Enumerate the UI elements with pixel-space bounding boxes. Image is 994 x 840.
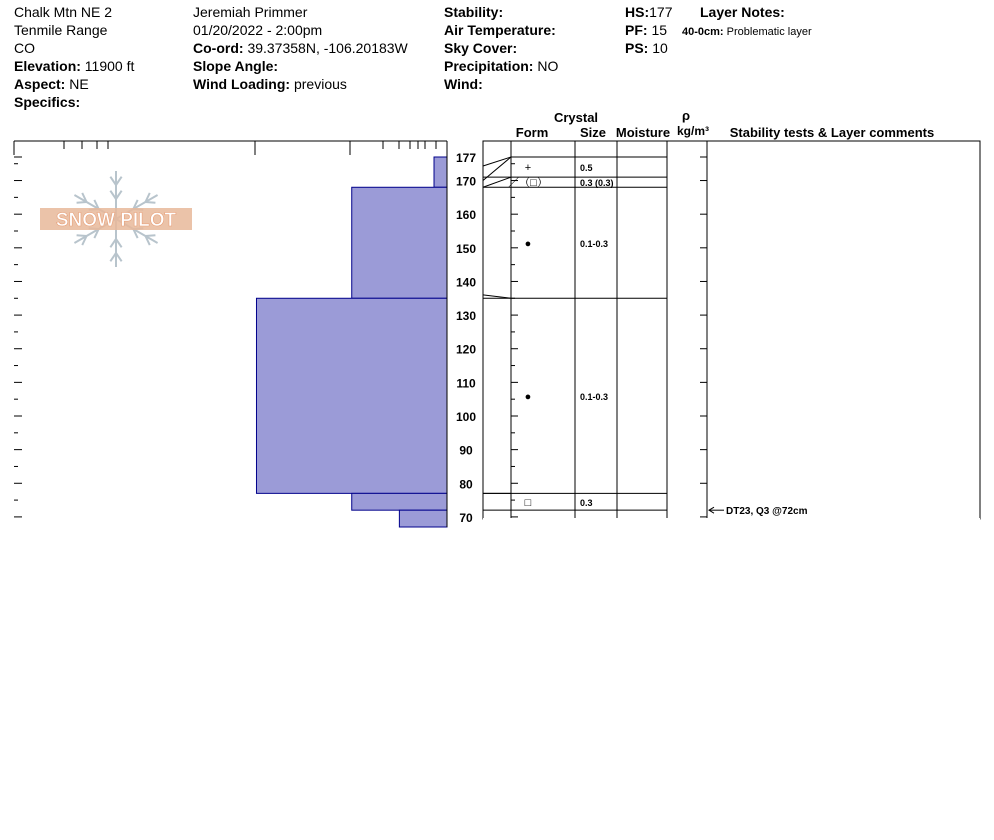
site-name: Chalk Mtn NE 2 xyxy=(14,4,113,20)
crystal-form: ／（□） xyxy=(508,177,548,190)
crystal-size: 0.1-0.3 xyxy=(580,238,609,249)
snowflake-branch xyxy=(145,202,155,203)
crystal-form: + xyxy=(524,162,532,175)
ps-value: 10 xyxy=(652,40,668,56)
height-tick-label: 120 xyxy=(455,342,477,357)
height-tick-label: 100 xyxy=(455,410,477,424)
elevation-label: Elevation: xyxy=(14,58,81,74)
air-temp-label: Air Temperature: xyxy=(444,22,556,38)
stability-comments xyxy=(709,506,808,517)
snowpilot-logo xyxy=(40,171,192,267)
logo-text: SNOW PILOT xyxy=(55,210,177,231)
pf-value: 15 xyxy=(651,22,668,38)
form-header: Form xyxy=(515,125,549,140)
layer-note-range: 40-0cm: xyxy=(682,26,724,38)
crystal-form: ● xyxy=(524,390,532,403)
layer-note-text: Problematic layer xyxy=(726,26,812,38)
observation-datetime: 01/20/2022 - 2:00pm xyxy=(193,22,323,38)
height-tick-label: 140 xyxy=(455,275,477,290)
layer-slant xyxy=(483,295,511,298)
pf-label: PF: xyxy=(625,22,648,38)
precip-label: Precipitation: xyxy=(444,58,534,74)
height-tick-label: 170 xyxy=(455,174,477,189)
specifics-label: Specifics: xyxy=(14,94,81,110)
wind-loading-label: Wind Loading: xyxy=(193,76,291,92)
crystal-size: 0.3 xyxy=(580,497,593,508)
state-name: CO xyxy=(14,40,35,56)
chart-frame xyxy=(14,141,980,527)
hardness-bar xyxy=(434,157,447,187)
coord-label: Co-ord: xyxy=(193,40,244,56)
hardness-profile xyxy=(256,157,447,527)
crystal-size: 0.1-0.3 xyxy=(580,391,609,402)
moisture-header: Moisture xyxy=(615,125,671,140)
snowflake-branch xyxy=(77,235,87,236)
layer-notes-label: Layer Notes: xyxy=(700,4,785,20)
sky-label: Sky Cover: xyxy=(444,40,518,56)
crystal-size: 0.5 xyxy=(580,163,593,174)
table-border xyxy=(483,141,980,519)
crystal-size: 0.3 (0.3) xyxy=(580,178,614,189)
height-tick-label: 130 xyxy=(455,309,477,324)
layer-connector xyxy=(483,157,511,166)
wind-loading-value: previous xyxy=(293,76,347,92)
height-tick-label: 177 xyxy=(455,151,477,165)
density-header: kg/m³ xyxy=(676,124,710,138)
height-tick-label: 90 xyxy=(459,443,473,458)
height-tick-label: 80 xyxy=(459,477,473,492)
elevation-value: 11900 ft xyxy=(84,58,135,74)
rho-header: ρ xyxy=(681,108,691,123)
stability-label: Stability: xyxy=(444,4,504,20)
hs-label: HS: xyxy=(625,4,650,20)
hardness-bar xyxy=(352,493,447,510)
crystal-form: □ xyxy=(524,496,532,509)
ps-label: PS: xyxy=(625,40,649,56)
hardness-bar xyxy=(352,187,447,298)
observer-name: Jeremiah Primmer xyxy=(193,4,308,20)
height-tick-label: 70 xyxy=(459,510,473,525)
layer-slant xyxy=(483,177,511,187)
stability-test-label: DT23, Q3 @72cm xyxy=(726,506,808,518)
slope-label: Slope Angle: xyxy=(193,58,279,74)
hardness-bar xyxy=(399,510,447,527)
aspect-value: NE xyxy=(69,76,89,92)
hardness-bar xyxy=(256,298,447,493)
coord-value: 39.37358N, -106.20183W xyxy=(247,40,408,56)
crystal-header: Crystal xyxy=(553,110,599,125)
height-tick-label: 150 xyxy=(455,241,477,256)
snowflake-branch xyxy=(77,202,87,203)
stability-header: Stability tests & Layer comments xyxy=(729,125,935,140)
range-name: Tenmile Range xyxy=(14,22,108,38)
crystal-form: ● xyxy=(524,237,532,250)
precip-value: NO xyxy=(537,58,559,74)
hs-value: 177 xyxy=(649,4,673,20)
wind-label: Wind: xyxy=(444,76,483,92)
aspect-label: Aspect: xyxy=(14,76,66,92)
size-header: Size xyxy=(579,125,607,140)
height-tick-label: 110 xyxy=(456,376,476,391)
height-tick-label: 160 xyxy=(455,208,477,223)
snowflake-branch xyxy=(145,235,155,236)
